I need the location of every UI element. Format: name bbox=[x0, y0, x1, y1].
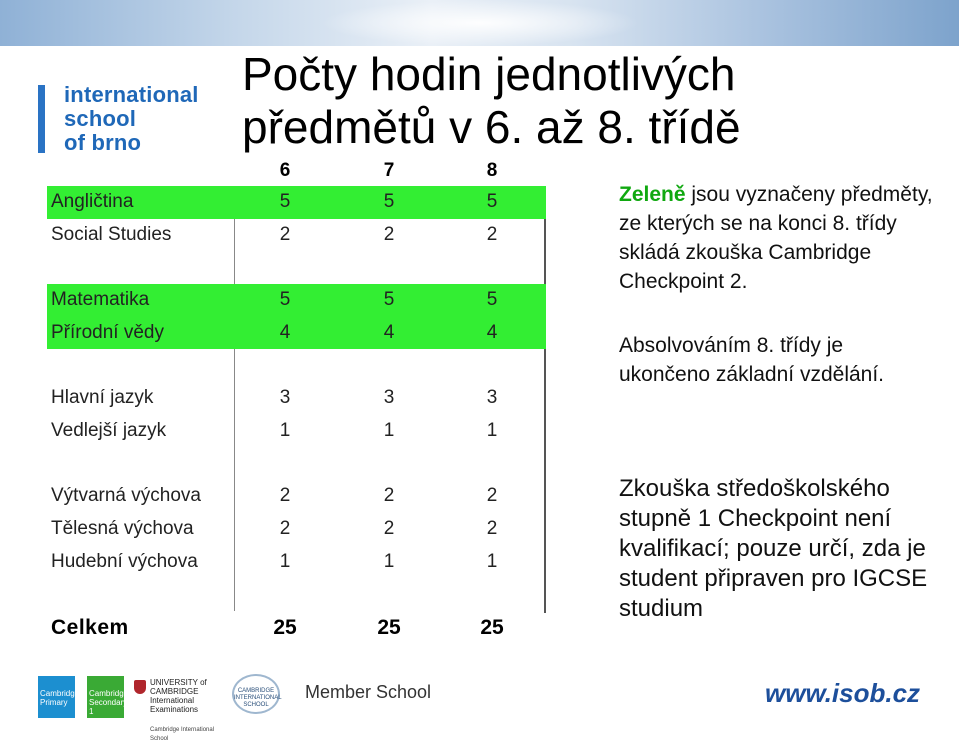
hours-table bbox=[47, 154, 546, 644]
note-highlight: Zeleně bbox=[619, 183, 686, 206]
hours-cell: 4 bbox=[486, 321, 498, 343]
subject-label: Vedlejší jazyk bbox=[51, 419, 167, 441]
footer bbox=[0, 668, 959, 742]
hours-cell: 3 bbox=[486, 387, 498, 409]
note-cambridge-checkpoint bbox=[619, 180, 939, 296]
column-header: 7 bbox=[383, 160, 395, 181]
hours-cell: 2 bbox=[279, 485, 291, 507]
band-glow bbox=[320, 0, 640, 46]
logo-line-1: international bbox=[64, 82, 199, 107]
hours-cell: 5 bbox=[279, 191, 291, 212]
note-basic-education: Absolvováním 8. třídy je ukončeno základní vzdělání. bbox=[619, 334, 885, 386]
table-row-spacer bbox=[47, 349, 546, 382]
hours-cell: 2 bbox=[486, 485, 498, 507]
total-label: Celkem bbox=[51, 615, 129, 639]
total-cell: 25 bbox=[273, 615, 297, 639]
table-row bbox=[47, 317, 546, 350]
title-line-1: Počty hodin jednotlivých bbox=[242, 48, 736, 100]
hours-cell: 1 bbox=[279, 550, 291, 572]
table-row bbox=[47, 382, 546, 415]
hours-cell: 5 bbox=[486, 191, 498, 212]
school-logo bbox=[38, 82, 228, 156]
logo-bar bbox=[38, 85, 45, 153]
table-row bbox=[47, 186, 546, 219]
subject-label: Matematika bbox=[51, 289, 150, 311]
top-decorative-band bbox=[0, 0, 959, 46]
subject-label: Social Studies bbox=[51, 223, 172, 245]
hours-cell: 5 bbox=[486, 289, 498, 311]
cambridge-school-seal: CAMBRIDGE INTERNATIONAL SCHOOL bbox=[232, 674, 280, 714]
cambridge-primary-badge: Cambridge Primary bbox=[38, 676, 75, 718]
hours-cell: 1 bbox=[486, 550, 498, 572]
table-row-spacer bbox=[47, 251, 546, 284]
page-title bbox=[242, 48, 942, 154]
hours-cell: 1 bbox=[383, 419, 395, 441]
note-checkpoint-exam: Zkouška středoškolského stupně 1 Checkpoint není kvalifikací; pouze určí, zda je student připraven pro IGCSE studium bbox=[619, 475, 928, 622]
hours-cell: 2 bbox=[383, 517, 395, 539]
table-row-spacer bbox=[47, 448, 546, 481]
column-header: 6 bbox=[279, 160, 291, 181]
title-line-2: předmětů v 6. až 8. třídě bbox=[242, 101, 741, 153]
subject-label: Tělesná výchova bbox=[51, 517, 194, 539]
hours-cell: 2 bbox=[486, 517, 498, 539]
subject-label: Přírodní vědy bbox=[51, 321, 164, 343]
total-row bbox=[47, 611, 546, 644]
subject-label: Hlavní jazyk bbox=[51, 387, 154, 409]
logo-line-2: school bbox=[64, 106, 137, 131]
table-row bbox=[47, 415, 546, 448]
member-school-label: Member School bbox=[305, 682, 432, 702]
column-header: 8 bbox=[486, 160, 498, 181]
hours-cell: 1 bbox=[383, 550, 395, 572]
hours-cell: 3 bbox=[383, 387, 395, 409]
table-row-spacer bbox=[47, 578, 546, 611]
hours-cell: 2 bbox=[279, 517, 291, 539]
total-cell: 25 bbox=[377, 615, 401, 639]
hours-cell: 1 bbox=[279, 419, 291, 441]
table-row bbox=[47, 480, 546, 513]
table-row bbox=[47, 284, 546, 317]
subject-label: Angličtina bbox=[51, 191, 134, 212]
hours-cell: 2 bbox=[486, 223, 498, 245]
cambridge-secondary-badge: Cambridge Secondary 1 bbox=[87, 676, 124, 718]
cambridge-logo-text: UNIVERSITY of CAMBRIDGE International Examinations bbox=[150, 678, 207, 714]
hours-cell: 2 bbox=[279, 223, 291, 245]
hours-cell: 2 bbox=[383, 223, 395, 245]
cambridge-logo bbox=[150, 678, 230, 744]
logo-line-3: of brno bbox=[64, 130, 142, 155]
table-row bbox=[47, 219, 546, 252]
hours-cell: 5 bbox=[383, 289, 395, 311]
total-cell: 25 bbox=[480, 615, 504, 639]
notes-panel bbox=[619, 180, 939, 389]
hours-cell: 5 bbox=[383, 191, 395, 212]
website-link[interactable]: www.isob.cz bbox=[765, 678, 921, 708]
table-header bbox=[47, 154, 546, 186]
subject-label: Hudební výchova bbox=[51, 550, 198, 572]
hours-cell: 3 bbox=[279, 387, 291, 409]
note-a-text: jsou vyznačeny předměty, ze kterých se na konci 8. třídy skládá zkouška Cambridge Checkpoint 2. bbox=[619, 183, 933, 293]
table-row bbox=[47, 513, 546, 546]
hours-cell: 5 bbox=[279, 289, 291, 311]
cambridge-crest-icon bbox=[134, 680, 146, 694]
hours-cell: 4 bbox=[279, 321, 291, 343]
hours-cell: 1 bbox=[486, 419, 498, 441]
table-row bbox=[47, 546, 546, 579]
subject-label: Výtvarná výchova bbox=[51, 485, 201, 507]
hours-cell: 2 bbox=[383, 485, 395, 507]
cambridge-logo-subtext: Cambridge International School bbox=[150, 727, 215, 742]
hours-cell: 4 bbox=[383, 321, 395, 343]
